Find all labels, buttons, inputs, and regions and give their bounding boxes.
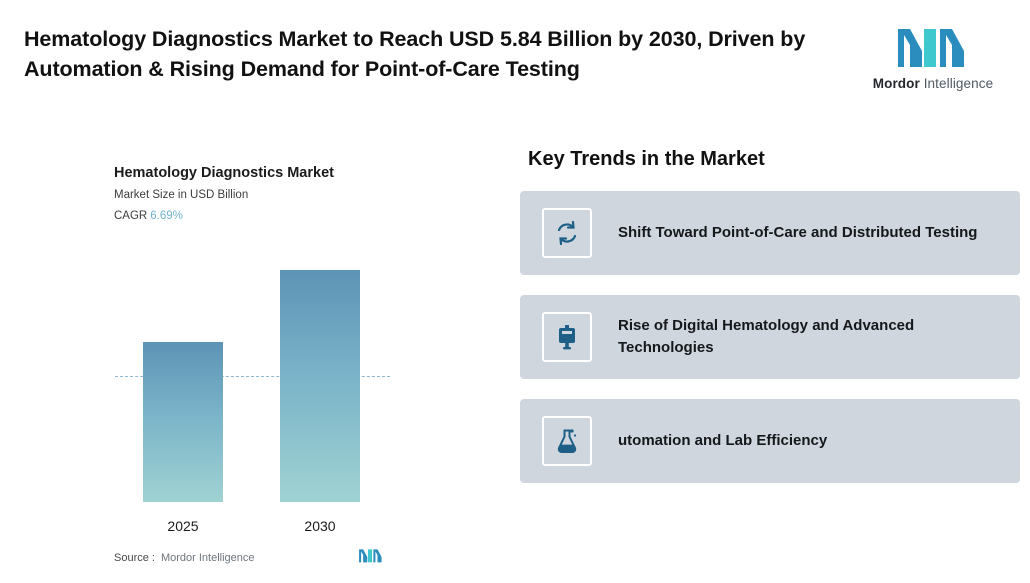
mordor-logo-icon [858, 24, 1008, 70]
flask-icon [542, 416, 592, 466]
source-name: Mordor Intelligence [160, 552, 255, 564]
chart-cagr [114, 210, 183, 222]
trend-card-2[interactable] [520, 295, 1020, 379]
bar-2030 [280, 270, 360, 502]
chart-title: Hematology Diagnostics Market [114, 165, 334, 181]
source-label: Source : [114, 552, 155, 564]
cagr-label: CAGR [114, 210, 148, 222]
x-tick-2030: 2030 [304, 518, 336, 534]
chart-panel [0, 140, 500, 564]
recycle-arrows-icon [542, 208, 592, 258]
chart-plot-area [0, 230, 500, 564]
x-tick-2025: 2025 [167, 518, 199, 534]
cagr-value: 6.69% [150, 210, 183, 222]
chart-subtitle: Market Size in USD Billion [114, 189, 249, 201]
brand-logo [858, 24, 1008, 91]
key-trends-panel [520, 140, 1020, 483]
trend-card-3[interactable] [520, 399, 1020, 483]
trend-label-3: utomation and Lab Efficiency [618, 432, 828, 449]
brand-name-light: Intelligence [919, 76, 994, 91]
chart-source [114, 548, 384, 568]
trend-label-1: Shift Toward Point-of-Care and Distributed Testing [618, 224, 978, 241]
bar-2025 [143, 342, 223, 502]
trend-label-2: Rise of Digital Hematology and Advanced Technologies [618, 317, 915, 356]
page-title: Hematology Diagnostics Market to Reach USD 5.84 Billion by 2030, Driven by Automation & Rising Demand for Point-of-Care Testing [24, 27, 806, 81]
iv-bag-icon [542, 312, 592, 362]
page-header [0, 0, 1030, 118]
mordor-logo-icon-small [358, 548, 384, 568]
trend-card-1[interactable] [520, 191, 1020, 275]
key-trends-title: Key Trends in the Market [528, 148, 765, 170]
brand-name-bold: Mordor [872, 76, 920, 91]
brand-name [858, 76, 1008, 91]
